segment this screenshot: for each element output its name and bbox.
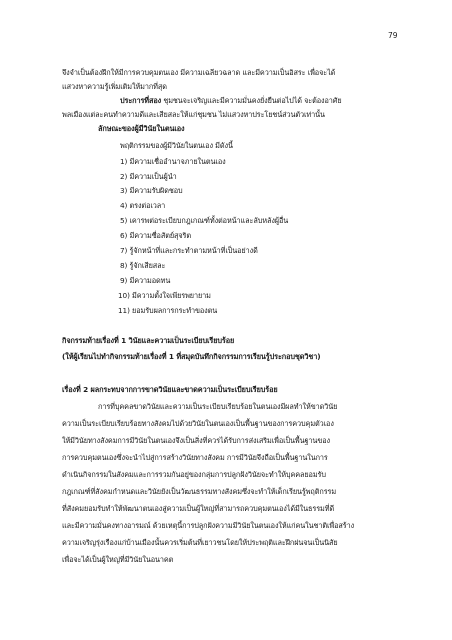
paragraph-line-4: พลเมืองแต่ละคนทำความดีและเสียสละให้แก่ชุมชน ไม่แสวงหาประโยชน์ส่วนตัวเท่านั้น <box>62 110 325 119</box>
body-line-10: เพื่อจะได้เป็นผู้ใหญ่ที่มีวินัยในอนาคต <box>62 555 174 564</box>
activity-heading: กิจกรรมท้ายเรื่องที่ 1 วินัยและความเป็นระเบียบเรียบร้อย <box>62 336 235 345</box>
body-line-2: ความเป็นระเบียบเรียบร้อยทางสังคมไปด้วยวินัยในตนเองเป็นพื้นฐานของการควบคุมตัวเอง <box>62 419 334 428</box>
body-line-4: การควบคุมตนเองซึ่งจะนำไปสู่การสร้างวินัยทางสังคม การมีวินัยจึงถือเป็นพื้นฐานในการ <box>62 453 328 462</box>
list-item-2: 2) มีความเป็นผู้นำ <box>120 172 177 181</box>
list-item-6: 6) มีความซื่อสัตย์สุจริต <box>120 231 191 240</box>
paragraph-line-1: จึงจำเป็นต้องฝึกให้มีการควบคุมตนเอง มีความเฉลียวฉลาด และมีความเป็นอิสระ เพื่อจะได้ <box>62 68 336 77</box>
list-item-10: 10) มีความตั้งใจเพียรพยายาม <box>118 291 211 300</box>
paragraph-lead-bold: ประการที่สอง <box>120 96 162 105</box>
body-line-6: กฎเกณฑ์ที่สังคมกำหนดและวินัยยังเป็นวัฒนธรรมทางสังคมซึ่งจะทำให้เด็กเรียนรู้พฤติกรรม <box>62 487 337 496</box>
body-line-1: การที่บุคคลขาดวินัยและความเป็นระเบียบเรียบร้อยในตนเองมีผลทำให้ขาดวินัย <box>98 402 338 411</box>
activity-instruction: (ให้ผู้เรียนไปทำกิจกรรมท้ายเรื่องที่ 1 ที่สมุดบันทึกกิจกรรมการเรียนรู้ประกอบชุดวิชา) <box>62 352 321 361</box>
list-item-3: 3) มีความรับผิดชอบ <box>120 186 183 195</box>
body-line-8: และมีความมั่นคงทางอารมณ์ ด้วยเหตุนี้การปลูกฝังความมีวินัยในตนเองให้แก่คนในชาติเพื่อสร้าง <box>62 521 355 530</box>
body-line-5: ดำเนินกิจกรรมในสังคมและการรวมกันอยู่ของกลุ่มการปลูกฝังวินัยจะทำให้บุคคลยอมรับ <box>62 470 326 479</box>
list-item-7: 7) รู้จักหน้าที่และกระทำตามหน้าที่เป็นอย่างดี <box>120 246 258 255</box>
paragraph-line-3-rest: ชุมชนจะเจริญและมีความมั่นคงยั่งยืนต่อไปได้ จะต้องอาศัย <box>161 96 342 105</box>
body-line-3: ให้มีวินัยทางสังคมการมีวินัยในตนเองจึงเป็นสิ่งที่ควรได้รับการส่งเสริมเพื่อเป็นพื้นฐานของ <box>62 436 330 445</box>
list-item-11: 11) ยอมรับผลการกระทำของตน <box>118 306 218 315</box>
list-item-8: 8) รู้จักเสียสละ <box>120 261 166 270</box>
list-item-4: 4) ตรงต่อเวลา <box>120 201 166 210</box>
body-line-9: ความเจริญรุ่งเรืองแก่บ้านเมืองนั้นควรเริ่มต้นที่เยาวชนโดยให้ประพฤติและฝึกฝนจนเป็นนิสัย <box>62 538 338 547</box>
list-item-5: 5) เคารพต่อระเบียบกฎเกณฑ์ทั้งต่อหน้าและลับหลังผู้อื่น <box>120 216 289 225</box>
list-intro: พฤติกรรมของผู้มีวินัยในตนเอง มีดังนี้ <box>120 141 233 150</box>
list-item-1: 1) มีความเชื่ออำนาจภายในตนเอง <box>120 157 226 166</box>
page-number: 79 <box>388 31 398 40</box>
body-line-7: ที่สังคมยอมรับทำให้พัฒนาตนเองสู่ความเป็นผู้ใหญ่ที่สามารถควบคุมตนเองได้มีในธรรมที่ดี <box>62 504 335 513</box>
section-heading: ลักษณะของผู้มีวินัยในตนเอง <box>98 124 185 133</box>
list-item-9: 9) มีความอดทน <box>120 276 171 285</box>
paragraph-line-3 <box>120 96 342 106</box>
topic-heading: เรื่องที่ 2 ผลกระทบจากการขาดวินัยและขาดความเป็นระเบียบเรียบร้อย <box>62 385 278 394</box>
paragraph-line-2: แสวงหาความรู้เพิ่มเติมให้มากที่สุด <box>62 82 167 91</box>
